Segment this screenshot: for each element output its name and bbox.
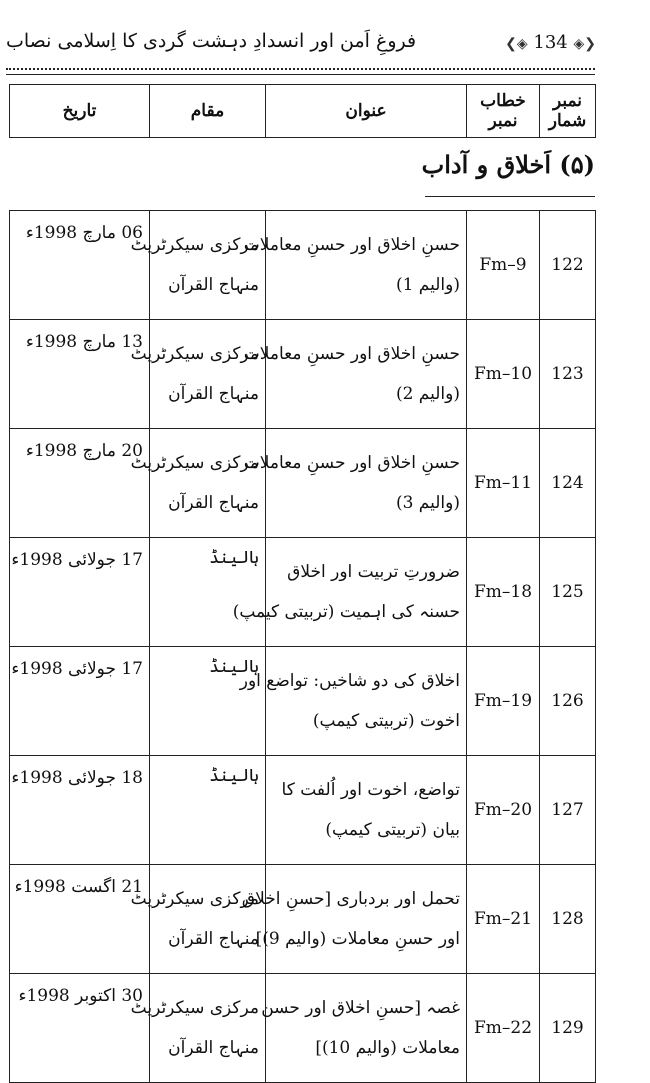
title-line-1: تواضع، اخوت اور اُلفت کا bbox=[281, 780, 460, 800]
serial-cell: 129 bbox=[540, 974, 596, 1083]
date-cell: 21 اگست 1998ء bbox=[10, 865, 150, 974]
serial-cell: 126 bbox=[540, 647, 596, 756]
serial-cell: 124 bbox=[540, 429, 596, 538]
serial-cell: 125 bbox=[540, 538, 596, 647]
col-speech-no: خطاب نمبر bbox=[467, 85, 540, 138]
speech-code-cell: Fm–10 bbox=[467, 320, 540, 429]
title-cell bbox=[243, 429, 467, 538]
header-solid-rule bbox=[6, 74, 595, 75]
col-serial: نمبر شمار bbox=[540, 85, 596, 138]
place-line-1: مرکزی سیکرٹریٹ bbox=[130, 453, 259, 473]
ornament-left-icon: ❮◈ bbox=[505, 36, 528, 52]
title-line-1: حسنِ اخلاق اور حسنِ معاملات bbox=[243, 235, 460, 255]
place-line-1: مرکزی سیکرٹریٹ bbox=[130, 998, 259, 1018]
serial-cell: 123 bbox=[540, 320, 596, 429]
table-row bbox=[10, 865, 596, 974]
place-line-1: مرکزی سیکرٹریٹ bbox=[130, 344, 259, 364]
table-row bbox=[10, 211, 596, 320]
speech-code-cell: Fm–18 bbox=[467, 538, 540, 647]
section-heading-text: (۵) اَخلاق و آداب bbox=[421, 150, 595, 179]
title-line-2: اور حسنِ معاملات (والیم 9)] bbox=[255, 929, 460, 949]
date-cell: 13 مارچ 1998ء bbox=[10, 320, 150, 429]
col-title: عنوان bbox=[266, 85, 467, 138]
title-cell bbox=[243, 320, 467, 429]
col-date: تاریخ bbox=[10, 85, 150, 138]
serial-cell: 128 bbox=[540, 865, 596, 974]
place-line-1: مرکزی سیکرٹریٹ bbox=[130, 889, 259, 909]
speech-code-cell: Fm–21 bbox=[467, 865, 540, 974]
title-line-1: حسنِ اخلاق اور حسنِ معاملات bbox=[243, 344, 460, 364]
title-line-2: (والیم 2) bbox=[395, 384, 460, 404]
title-cell bbox=[261, 974, 467, 1083]
ornament-right-icon: ◈❯ bbox=[573, 36, 596, 52]
title-line-1: ضرورتِ تربیت اور اخلاق bbox=[287, 562, 460, 582]
title-line-1: اخلاق کی دو شاخیں: تواضع اور bbox=[239, 671, 460, 691]
title-cell bbox=[243, 211, 467, 320]
title-line-1: حسنِ اخلاق اور حسنِ معاملات bbox=[243, 453, 460, 473]
header-dotted-rule bbox=[6, 68, 595, 70]
speech-code-cell: Fm–19 bbox=[467, 647, 540, 756]
section-underline bbox=[425, 196, 595, 197]
speech-code-cell: Fm–20 bbox=[467, 756, 540, 865]
column-header-table bbox=[9, 84, 596, 138]
table-row bbox=[10, 974, 596, 1083]
place-line-2: منہاج القرآن bbox=[168, 1038, 259, 1058]
place-line-2: منہاج القرآن bbox=[168, 384, 259, 404]
title-line-2: (والیم 1) bbox=[395, 275, 460, 295]
serial-cell: 127 bbox=[540, 756, 596, 865]
date-cell: 30 اکتوبر 1998ء bbox=[10, 974, 150, 1083]
place-line-2: منہاج القرآن bbox=[168, 929, 259, 949]
page-header bbox=[6, 22, 596, 68]
place-line-1: ہالینڈ bbox=[209, 766, 259, 786]
speech-code-cell: Fm–22 bbox=[467, 974, 540, 1083]
place-cell bbox=[150, 756, 266, 865]
title-line-2: اخوت (تربیتی کیمپ) bbox=[312, 711, 460, 731]
place-cell bbox=[150, 647, 266, 756]
serial-cell: 122 bbox=[540, 211, 596, 320]
table-row bbox=[10, 320, 596, 429]
date-cell: 18 جولائی 1998ء bbox=[10, 756, 150, 865]
table-row bbox=[10, 429, 596, 538]
book-title: فروغِ اَمن اور انسدادِ دہشت گردی کا اِسلامی نصاب bbox=[6, 30, 417, 52]
date-cell: 17 جولائی 1998ء bbox=[10, 538, 150, 647]
title-line-2: بیان (تربیتی کیمپ) bbox=[325, 820, 460, 840]
lectures-table bbox=[9, 210, 596, 1083]
title-cell bbox=[239, 647, 467, 756]
title-line-2: حسنہ کی اہمیت (تربیتی کیمپ) bbox=[232, 602, 460, 622]
place-line-2: منہاج القرآن bbox=[168, 275, 259, 295]
place-cell bbox=[130, 974, 266, 1083]
title-line-1: تحمل اور بردباری [حسنِ اخلاق bbox=[241, 889, 460, 909]
table-row bbox=[10, 647, 596, 756]
title-line-2: (والیم 3) bbox=[395, 493, 460, 513]
col-place: مقام bbox=[150, 85, 266, 138]
date-cell: 06 مارچ 1998ء bbox=[10, 211, 150, 320]
date-cell: 20 مارچ 1998ء bbox=[10, 429, 150, 538]
title-cell bbox=[241, 865, 467, 974]
place-line-2: منہاج القرآن bbox=[168, 493, 259, 513]
table-row bbox=[10, 756, 596, 865]
place-line-1: مرکزی سیکرٹریٹ bbox=[130, 235, 259, 255]
title-cell bbox=[266, 756, 467, 865]
title-line-1: غصہ [حسنِ اخلاق اور حسن bbox=[261, 998, 460, 1018]
title-line-2: معاملات (والیم 10)] bbox=[315, 1038, 460, 1058]
page-number-value: 134 bbox=[533, 32, 568, 53]
page-number bbox=[505, 32, 596, 53]
section-heading bbox=[335, 150, 595, 198]
speech-code-cell: Fm–11 bbox=[467, 429, 540, 538]
place-line-1: ہالینڈ bbox=[209, 548, 259, 568]
table-row bbox=[10, 538, 596, 647]
speech-code-cell: Fm–9 bbox=[467, 211, 540, 320]
date-cell: 17 جولائی 1998ء bbox=[10, 647, 150, 756]
place-line-1: ہالینڈ bbox=[209, 657, 259, 677]
